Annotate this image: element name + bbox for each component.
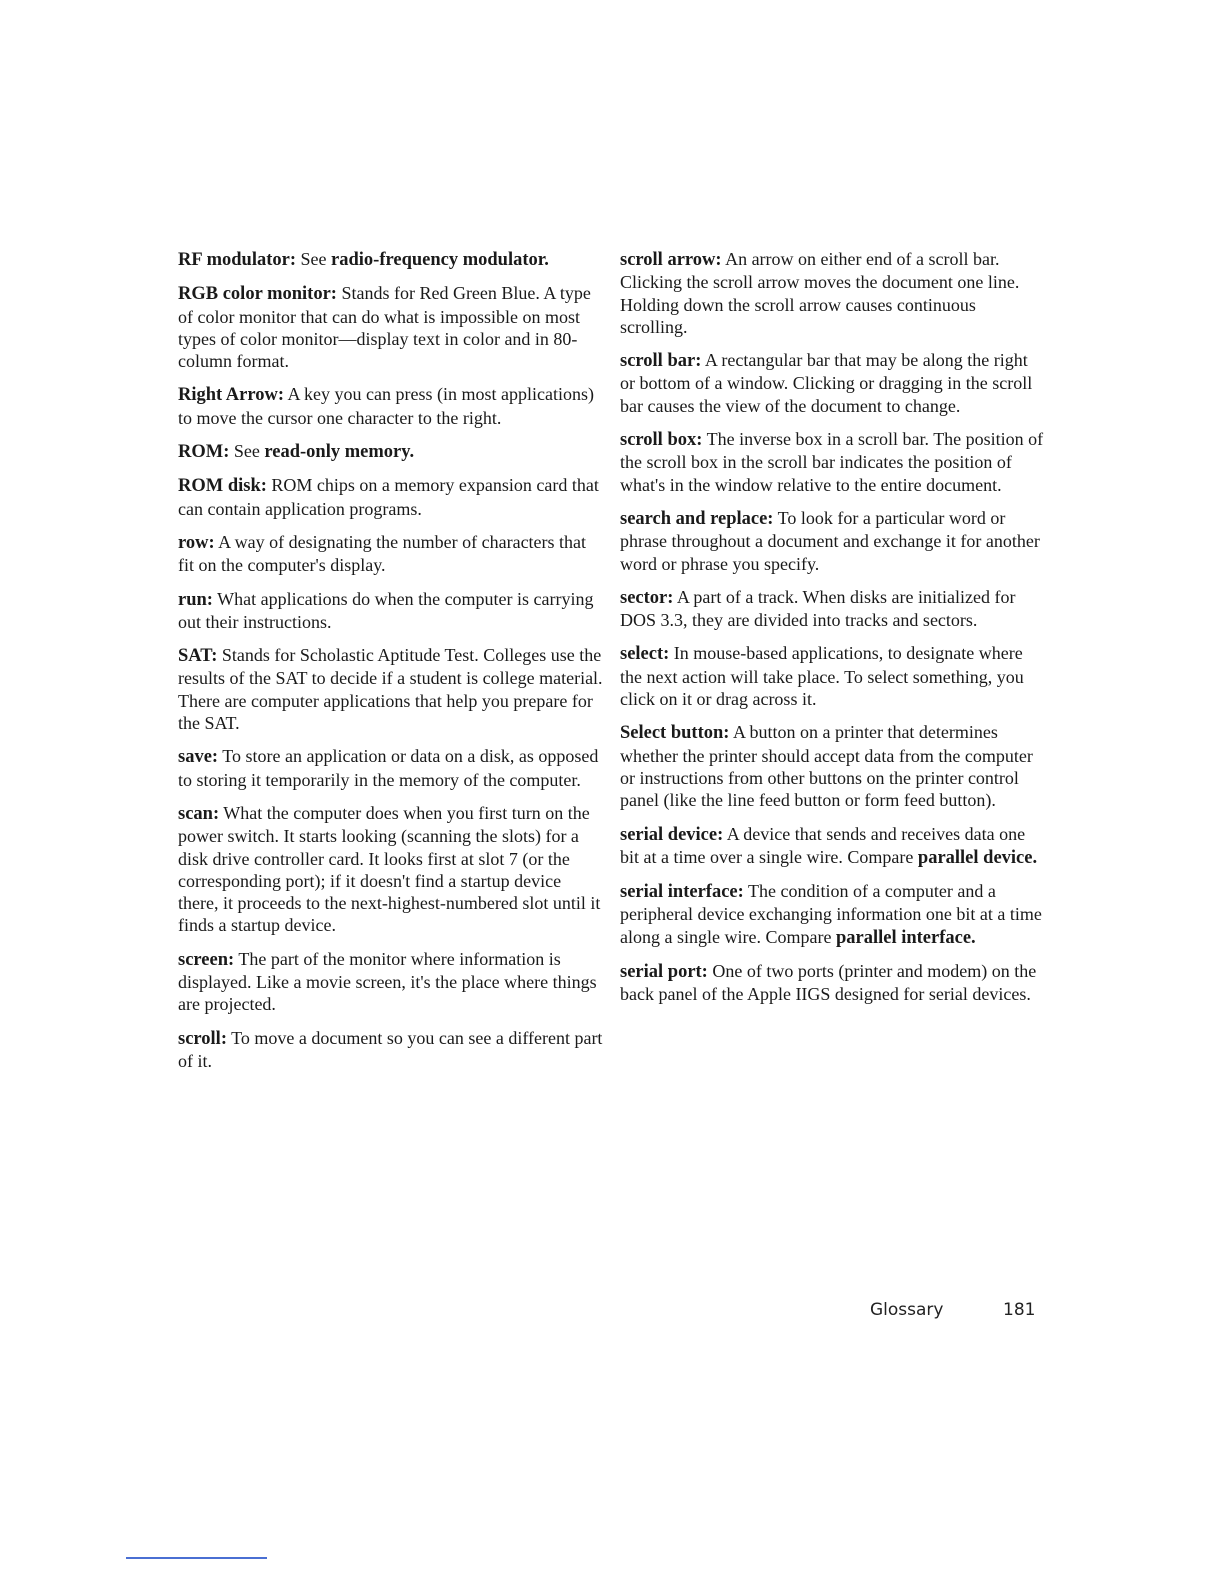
entry-term: scroll: xyxy=(178,1028,227,1049)
entry-term: save: xyxy=(178,747,219,768)
entry-term: scroll bar: xyxy=(620,351,702,372)
entry-definition: To move a document so you can see a different part of it. xyxy=(178,1027,603,1071)
glossary-entry xyxy=(620,248,1045,338)
entry-definition: What the computer does when you first turn on the power switch. It starts looking (scanning the slots) for a disk drive controller card. It looks first at slot 7 (or the corresponding port); if it doesn't find a startup device there, it proceeds to the next-highest-numbered slot until it finds a startup device. xyxy=(178,802,601,936)
entry-definition: A way of designating the number of characters that fit on the computer's display. xyxy=(178,531,587,576)
glossary-entry xyxy=(620,642,1045,710)
entry-definition: See xyxy=(296,249,332,269)
entry-term: sector: xyxy=(620,587,674,608)
glossary-entry xyxy=(620,428,1045,496)
entry-definition: To store an application or data on a disk, as opposed to storing it temporarily in the memory of the computer. xyxy=(178,746,599,790)
footer-section-title: Glossary xyxy=(870,1300,944,1320)
glossary-entry xyxy=(620,880,1045,949)
entry-definition: What applications do when the computer is carrying out their instructions. xyxy=(178,588,594,632)
entry-term: Right Arrow: xyxy=(178,385,285,406)
entry-definition: One of two ports (printer and modem) on the back panel of the Apple IIGS designed for serial devices. xyxy=(620,961,1037,1005)
glossary-entry xyxy=(178,531,603,577)
entry-definition: ROM chips on a memory expansion card that can contain application programs. xyxy=(178,475,599,519)
entry-definition: A rectangular bar that may be along the right or bottom of a window. Clicking or dragging in the scroll bar causes the view of the document to change. xyxy=(620,350,1033,416)
entry-term: ROM disk: xyxy=(178,476,267,497)
glossary-entry xyxy=(178,644,603,734)
glossary-entry xyxy=(178,474,603,520)
entry-definition: A device that sends and receives data one bit at a time over a single wire. Compare xyxy=(620,823,1026,867)
glossary-entry xyxy=(620,823,1045,870)
entry-definition: In mouse-based applications, to designate where the next action will take place. To select something, you click on it or drag across it. xyxy=(620,643,1024,710)
entry-term: serial device: xyxy=(620,824,724,845)
entry-reference: radio-frequency modulator. xyxy=(331,250,549,270)
entry-term: scroll arrow: xyxy=(620,250,722,270)
glossary-entry xyxy=(620,507,1045,575)
entry-term: search and replace: xyxy=(620,508,774,529)
entry-definition: See xyxy=(229,441,265,462)
bottom-divider xyxy=(126,1557,267,1559)
entry-definition: A button on a printer that determines whether the printer should accept data from the computer or instructions from other buttons on the printer control panel (like the line feed button or form feed button). xyxy=(620,722,1033,811)
entry-term: scan: xyxy=(178,803,220,824)
entry-term: scroll box: xyxy=(620,430,703,451)
page-footer xyxy=(870,1300,1035,1320)
glossary-entry xyxy=(178,948,603,1016)
entry-reference: parallel device. xyxy=(917,847,1038,868)
entry-term: select: xyxy=(620,644,670,665)
entry-definition: A part of a track. When disks are initialized for DOS 3.3, they are divided into tracks and sectors. xyxy=(620,586,1016,631)
glossary-entry xyxy=(178,440,603,463)
entry-term: Select button: xyxy=(620,723,730,744)
glossary-entry xyxy=(178,588,603,634)
entry-term: row: xyxy=(178,532,215,553)
glossary-entry xyxy=(178,802,603,937)
entry-term: SAT: xyxy=(178,646,218,667)
entry-term: ROM: xyxy=(178,442,230,463)
glossary-entry xyxy=(178,745,603,791)
glossary-entry xyxy=(178,1027,603,1073)
entry-term: RF modulator: xyxy=(178,250,297,270)
entry-definition: A key you can press (in most applications) to move the cursor one character to the right. xyxy=(178,384,594,428)
page-number: 181 xyxy=(1003,1300,1036,1320)
entry-term: serial port: xyxy=(620,962,708,983)
left-column xyxy=(178,248,603,1083)
right-column xyxy=(620,248,1045,1017)
entry-definition: Stands for Scholastic Aptitude Test. Colleges use the results of the SAT to decide if a student is college material. There are computer applications that help you prepare for the SAT. xyxy=(178,645,603,734)
entry-definition: An arrow on either end of a scroll bar. Clicking the scroll arrow moves the document one line. Holding down the scroll arrow causes continuous scrolling. xyxy=(620,249,1020,337)
entry-term: run: xyxy=(178,589,213,610)
glossary-entry xyxy=(620,349,1045,417)
entry-term: RGB color monitor: xyxy=(178,284,337,305)
entry-definition: The condition of a computer and a peripheral device exchanging information one bit at a time along a single wire. Compare xyxy=(620,881,1042,947)
entry-definition: Stands for Red Green Blue. A type of color monitor that can do what is impossible on most types of color monitor—display text in color and in 80-column format. xyxy=(178,283,591,372)
glossary-entry xyxy=(620,960,1045,1006)
entry-definition: To look for a particular word or phrase throughout a document and exchange it for another word or phrase you specify. xyxy=(620,507,1040,574)
entry-definition: The inverse box in a scroll bar. The position of the scroll box in the scroll bar indicates the position of what's in the window relative to the entire document. xyxy=(620,429,1044,495)
glossary-entry xyxy=(620,586,1045,632)
entry-definition: The part of the monitor where information is displayed. Like a movie screen, it's the place where things are projected. xyxy=(178,948,597,1015)
entry-reference: read-only memory. xyxy=(264,442,415,463)
entry-term: screen: xyxy=(178,949,235,970)
entry-term: serial interface: xyxy=(620,882,744,903)
entry-reference: parallel interface. xyxy=(835,927,976,948)
glossary-entry xyxy=(178,383,603,429)
glossary-entry xyxy=(178,248,603,271)
glossary-entry xyxy=(178,282,603,372)
glossary-entry xyxy=(620,721,1045,811)
